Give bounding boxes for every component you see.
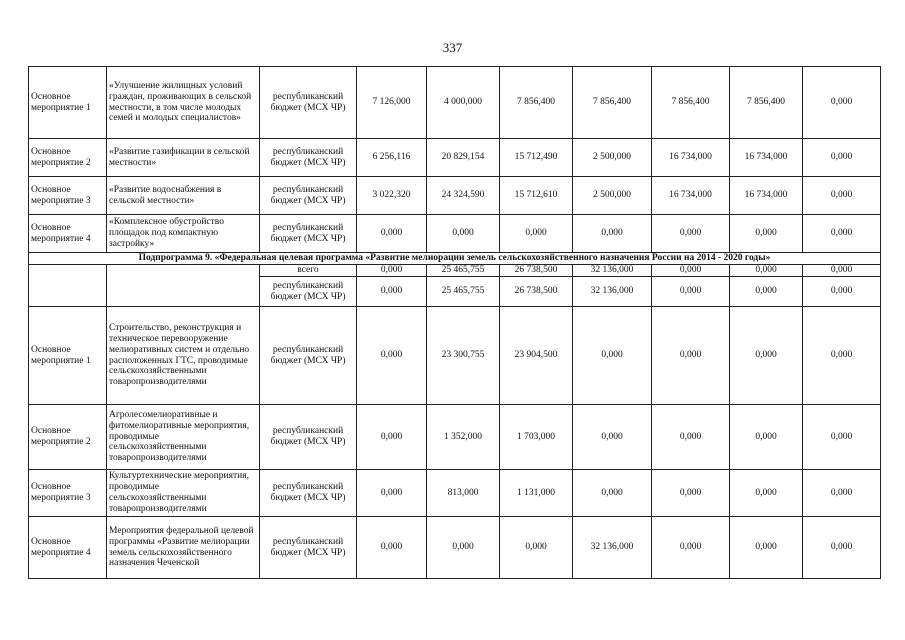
amount-cell: 0,000 [730, 517, 803, 579]
amount-cell: 0,000 [500, 215, 573, 253]
amount-cell: 0,000 [730, 470, 803, 517]
funding-source-cell: республиканский бюджет (МСХ ЧР) [260, 307, 357, 405]
amount-cell: 7 856,400 [573, 67, 652, 139]
amount-cell: 3 022,320 [357, 177, 427, 215]
amount-cell: 0,000 [803, 265, 881, 277]
subprogram9-heading: Подпрограмма 9. «Федеральная целевая программа «Развитие мелиорации земель сельскохозяйственного назначения России на 2014 - 2020 годы» [29, 253, 881, 265]
budget-table [28, 66, 881, 579]
amount-cell: 0,000 [357, 265, 427, 277]
amount-cell: 2 500,000 [573, 177, 652, 215]
amount-cell: 0,000 [803, 215, 881, 253]
empty-cell [107, 265, 260, 307]
amount-cell: 0,000 [730, 277, 803, 307]
amount-cell: 23 300,755 [427, 307, 500, 405]
activity-type-cell: Основное мероприятие 4 [29, 215, 107, 253]
activity-type-cell: Основное мероприятие 2 [29, 405, 107, 470]
amount-cell: 0,000 [357, 405, 427, 470]
amount-cell: 15 712,490 [500, 139, 573, 177]
amount-cell: 26 738,500 [500, 277, 573, 307]
amount-cell: 0,000 [803, 405, 881, 470]
activity-type-cell: Основное мероприятие 1 [29, 307, 107, 405]
amount-cell: 0,000 [730, 307, 803, 405]
activity-type-cell: Основное мероприятие 1 [29, 67, 107, 139]
amount-cell: 0,000 [573, 215, 652, 253]
activity-name-cell: Строительство, реконструкция и техническое перевооружение мелиоративных систем и отдельно расположенных ГТС, проводимые сельскохозяйственными товаропроизводителями [107, 307, 260, 405]
page-number: 337 [442, 40, 463, 55]
activity-name-cell: «Развитие газификации в сельской местности» [107, 139, 260, 177]
amount-cell: 1 131,000 [500, 470, 573, 517]
funding-source-cell: республиканский бюджет (МСХ ЧР) [260, 470, 357, 517]
amount-cell: 0,000 [652, 517, 730, 579]
amount-cell: 7 856,400 [730, 67, 803, 139]
amount-cell: 0,000 [803, 139, 881, 177]
amount-cell: 16 734,000 [652, 177, 730, 215]
amount-cell: 6 256,116 [357, 139, 427, 177]
amount-cell: 0,000 [652, 215, 730, 253]
activity-name-cell: «Улучшение жилищных условий граждан, проживающих в сельской местности, в том числе молодых семей и молодых специалистов» [107, 67, 260, 139]
table-row [29, 470, 881, 517]
amount-cell: 1 703,000 [500, 405, 573, 470]
amount-cell: 7 126,000 [357, 67, 427, 139]
amount-cell: 20 829,154 [427, 139, 500, 177]
table-row [29, 139, 881, 177]
activity-name-cell: Мероприятия федеральной целевой программы «Развитие мелиорации земель сельскохозяйственного назначения Чеченской [107, 517, 260, 579]
amount-cell: 0,000 [357, 517, 427, 579]
table-row [29, 215, 881, 253]
activity-name-cell: «Развитие водоснабжения в сельской местности» [107, 177, 260, 215]
funding-source-cell: республиканский бюджет (МСХ ЧР) [260, 277, 357, 307]
amount-cell: 0,000 [652, 307, 730, 405]
total-row [29, 265, 881, 277]
amount-cell: 24 324,590 [427, 177, 500, 215]
amount-cell: 0,000 [427, 215, 500, 253]
amount-cell: 0,000 [357, 470, 427, 517]
amount-cell: 0,000 [803, 177, 881, 215]
amount-cell: 0,000 [803, 470, 881, 517]
amount-cell: 26 738,500 [500, 265, 573, 277]
subprogram-heading-row [29, 253, 881, 265]
amount-cell: 32 136,000 [573, 265, 652, 277]
amount-cell: 23 904,500 [500, 307, 573, 405]
amount-cell: 0,000 [500, 517, 573, 579]
amount-cell: 0,000 [730, 215, 803, 253]
amount-cell: 0,000 [652, 470, 730, 517]
subprogram9-body [29, 253, 881, 265]
funding-source-cell: республиканский бюджет (МСХ ЧР) [260, 517, 357, 579]
amount-cell: 32 136,000 [573, 517, 652, 579]
amount-cell: 15 712,610 [500, 177, 573, 215]
activity-type-cell: Основное мероприятие 3 [29, 177, 107, 215]
amount-cell: 0,000 [573, 405, 652, 470]
amount-cell: 813,000 [427, 470, 500, 517]
amount-cell: 25 465,755 [427, 277, 500, 307]
amount-cell: 0,000 [357, 277, 427, 307]
funding-source-cell: республиканский бюджет (МСХ ЧР) [260, 67, 357, 139]
funding-source-cell: всего [260, 265, 357, 277]
activity-type-cell: Основное мероприятие 2 [29, 139, 107, 177]
activity-type-cell: Основное мероприятие 4 [29, 517, 107, 579]
amount-cell: 0,000 [652, 277, 730, 307]
amount-cell: 25 465,755 [427, 265, 500, 277]
amount-cell: 1 352,000 [427, 405, 500, 470]
amount-cell: 0,000 [652, 405, 730, 470]
empty-cell [29, 265, 107, 307]
subprogram9-totals [29, 265, 881, 307]
funding-source-cell: республиканский бюджет (МСХ ЧР) [260, 215, 357, 253]
amount-cell: 0,000 [803, 517, 881, 579]
amount-cell: 7 856,400 [652, 67, 730, 139]
amount-cell: 16 734,000 [730, 139, 803, 177]
amount-cell: 0,000 [730, 265, 803, 277]
table-row [29, 67, 881, 139]
activity-name-cell: «Комплексное обустройство площадок под компактную застройку» [107, 215, 260, 253]
amount-cell: 0,000 [573, 470, 652, 517]
funding-source-cell: республиканский бюджет (МСХ ЧР) [260, 139, 357, 177]
amount-cell: 0,000 [803, 67, 881, 139]
funding-source-cell: республиканский бюджет (МСХ ЧР) [260, 177, 357, 215]
amount-cell: 0,000 [803, 307, 881, 405]
table-row [29, 405, 881, 470]
amount-cell: 0,000 [427, 517, 500, 579]
amount-cell: 4 000,000 [427, 67, 500, 139]
amount-cell: 16 734,000 [652, 139, 730, 177]
amount-cell: 0,000 [573, 307, 652, 405]
amount-cell: 0,000 [652, 265, 730, 277]
amount-cell: 0,000 [357, 215, 427, 253]
activity-name-cell: Агролесомелиоративные и фитомелиоративные мероприятия, проводимые сельскохозяйственными товаропроизводителями [107, 405, 260, 470]
activity-name-cell: Культуртехнические мероприятия, проводимые сельскохозяйственными товаропроизводителями [107, 470, 260, 517]
amount-cell: 32 136,000 [573, 277, 652, 307]
amount-cell: 0,000 [357, 307, 427, 405]
amount-cell: 16 734,000 [730, 177, 803, 215]
table-row [29, 177, 881, 215]
subprogram8-body [29, 67, 881, 253]
amount-cell: 0,000 [803, 277, 881, 307]
table-row [29, 307, 881, 405]
funding-source-cell: республиканский бюджет (МСХ ЧР) [260, 405, 357, 470]
amount-cell: 0,000 [730, 405, 803, 470]
table-row [29, 517, 881, 579]
amount-cell: 7 856,400 [500, 67, 573, 139]
activity-type-cell: Основное мероприятие 3 [29, 470, 107, 517]
subprogram9-activities [29, 307, 881, 579]
amount-cell: 2 500,000 [573, 139, 652, 177]
